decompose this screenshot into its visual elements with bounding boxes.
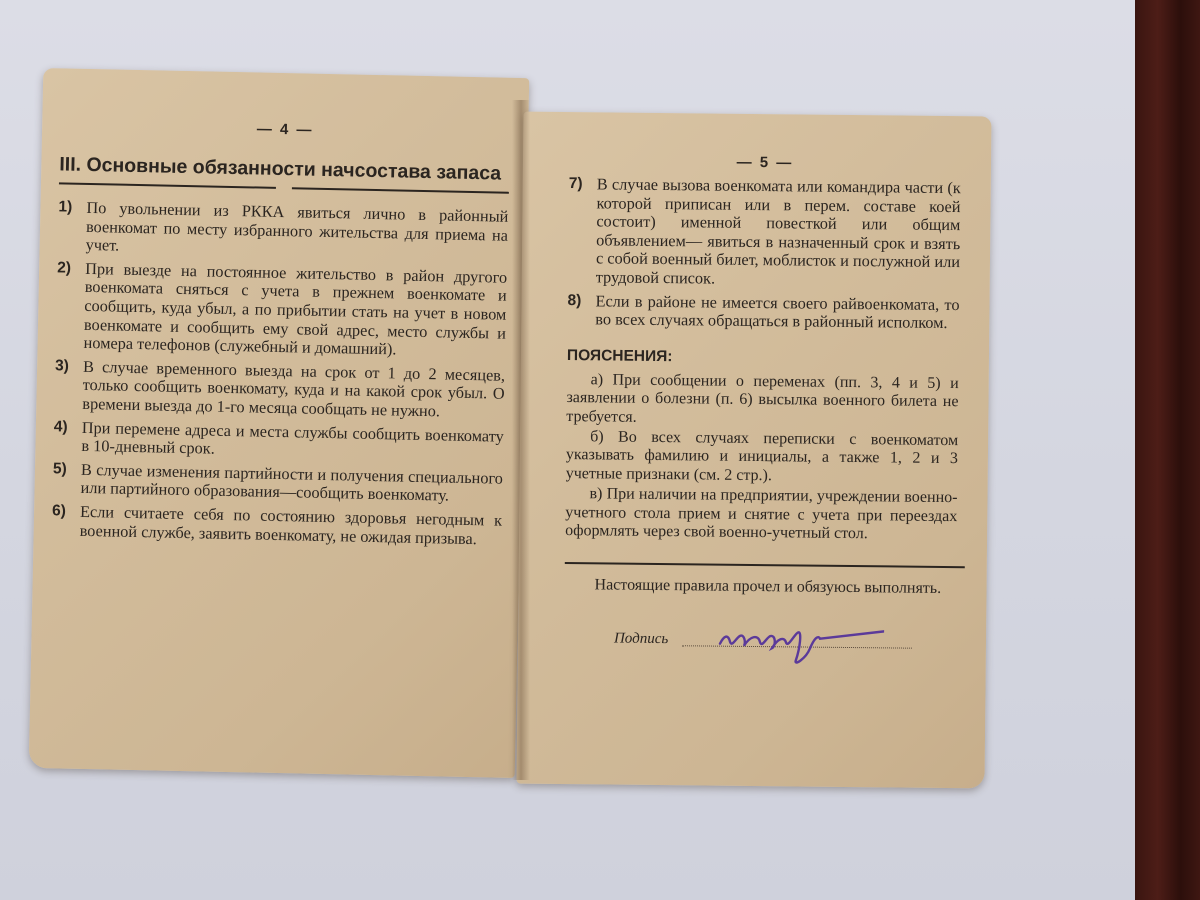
- wooden-table-edge: [1135, 0, 1200, 900]
- item-number: 5): [52, 459, 67, 478]
- note-a: а) При сообщении о переменах (пп. 3, 4 и 5) и заявлении о болезни (п. 6) высылка военного билета не требуется.: [566, 371, 959, 426]
- list-item: [54, 357, 505, 422]
- list-item: [53, 418, 504, 465]
- right-page: [516, 112, 991, 789]
- notes-heading: ПОЯСНЕНИЯ:: [566, 346, 673, 365]
- list-item: [568, 175, 961, 291]
- note-c: в) При наличии на предприятии, учреждении военно-учетного стола прием и снятие с учета при переездах оформлять через свой военно-учетный стол.: [565, 485, 958, 543]
- list-item: [52, 502, 503, 549]
- item-text: В случае временного выезда на срок от 1 до 2 месяцев, только сообщить военкомату, куда и на какой срок убыл. О времени выезда до 1-го месяца сообщать не нужно.: [82, 356, 506, 421]
- list-item: [52, 460, 503, 507]
- left-page: [29, 68, 530, 778]
- duties-list-continued: [567, 175, 961, 333]
- item-text: При перемене адреса и места службы сообщить военкомату в 10-дневный срок.: [81, 417, 504, 458]
- item-text: По увольнении из РККА явиться лично в районный военкомат по месту избранного жительства для приема на учет.: [85, 197, 509, 255]
- section-heading: III. Основные обязанности начсостава запаса: [59, 153, 502, 185]
- left-page-content: [51, 120, 510, 553]
- item-text: При выезде на постоянное жительство в район другого военкомата сняться с учета в прежнем военкомате и сообщить, куда убыл, а по прибытии стать на учет в новом военкомате и сообщить ему свой адрес, место службы и номера телефонов (служебный и домашний).: [83, 258, 508, 359]
- item-number: 2): [57, 259, 72, 277]
- acknowledgement-text: Настоящие правила прочел и обязуюсь выполнять.: [594, 576, 942, 598]
- list-item: [567, 292, 959, 333]
- signature-row: [564, 618, 956, 662]
- item-number: 6): [51, 502, 67, 520]
- item-number: 3): [54, 357, 70, 375]
- signature-separator: [565, 562, 965, 568]
- list-item: [55, 259, 507, 361]
- item-text: Если считаете себя по состоянию здоровья негодным к военной службе, заявить военкомату, не ожидая призыва.: [79, 501, 503, 548]
- signature-label: Подпись: [613, 630, 669, 648]
- right-page-content: [564, 152, 961, 662]
- item-number: 1): [58, 198, 73, 216]
- item-number: 8): [567, 291, 582, 309]
- book-gutter: [512, 100, 530, 780]
- item-text: Если в районе не имеется своего райвоенкомата, то во всех случаях обращаться в районный исполком.: [595, 290, 960, 333]
- item-number: 7): [568, 175, 583, 193]
- duties-list: [52, 198, 509, 548]
- item-number: 4): [53, 417, 68, 436]
- page-number-left: — 4 —: [256, 120, 314, 139]
- note-b: б) Во всех случаях переписки с военкоматом указывать фамилию и инициалы, а также 1, 2 и 3 учетные признаки (см. 2 стр.).: [565, 428, 959, 484]
- handwritten-signature: [714, 608, 885, 670]
- item-text: В случае вызова военкомата или командира части (к которой приписан или в перем. составе коей состоит) именной повесткой или общим объявлением— явиться в назначенный срок и взять с собой военный билет, моблисток и послужной или трудовой список.: [595, 174, 961, 288]
- page-number-right: — 5 —: [736, 153, 794, 172]
- list-item: [57, 198, 508, 263]
- item-text: В случае изменения партийности и получения специального или партийного образования—сообщить военкомату.: [80, 459, 504, 505]
